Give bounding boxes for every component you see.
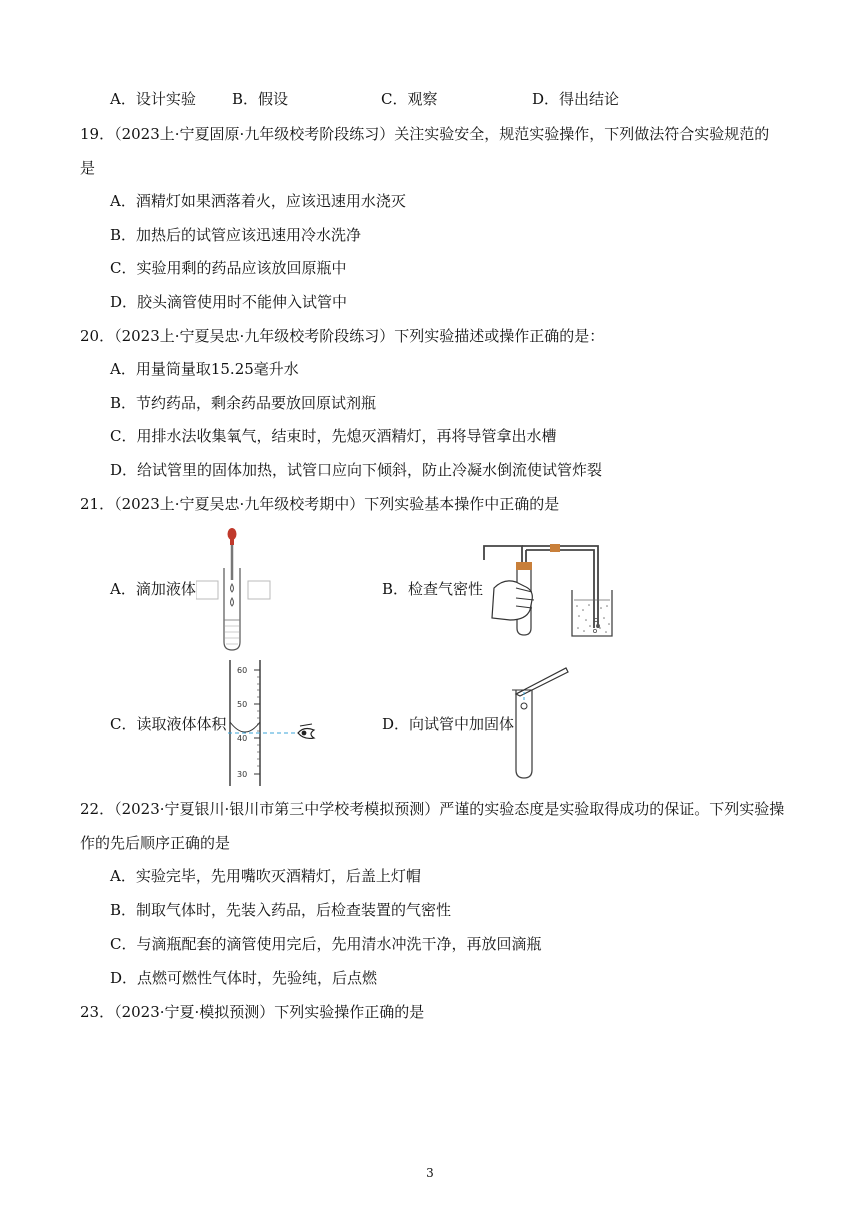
tick-label-50: 50	[237, 700, 248, 709]
q22-option-d: D．点燃可燃性气体时，先验纯，后点燃	[110, 969, 378, 987]
q21-stem: 21．（2023上·宁夏吴忠·九年级校考期中）下列实验基本操作中正确的是	[80, 495, 560, 513]
tick-label-40: 40	[237, 734, 248, 743]
solid-adding-figure	[510, 664, 572, 782]
q21-option-c: C．读取液体体积	[110, 715, 227, 733]
tick-label-30: 30	[237, 770, 248, 779]
q19-option-c: C．实验用剩的药品应该放回原瓶中	[110, 259, 347, 277]
q20-option-a: A．用量筒量取15.25毫升水	[110, 360, 299, 378]
q19-option-d: D．胶头滴管使用时不能伸入试管中	[110, 293, 348, 311]
airtightness-figure	[480, 540, 615, 640]
q21-option-d: D．向试管中加固体	[382, 715, 515, 733]
q23-stem: 23．（2023·宁夏·模拟预测）下列实验操作正确的是	[80, 1003, 425, 1021]
q21-option-a: A．滴加液体	[110, 580, 196, 598]
q22-option-a: A．实验完毕，先用嘴吹灭酒精灯，后盖上灯帽	[110, 867, 421, 885]
q22-stem-line2: 作的先后顺序正确的是	[80, 834, 231, 852]
q18-option-c: C．观察	[381, 90, 438, 108]
q20-option-b: B．节约药品，剩余药品要放回原试剂瓶	[110, 394, 377, 412]
q18-option-a: A．设计实验	[110, 90, 196, 108]
q19-stem-line2: 是	[80, 159, 96, 177]
q19-option-b: B．加热后的试管应该迅速用冷水洗净	[110, 226, 362, 244]
dropper-figure	[196, 524, 272, 652]
q18-option-d: D．得出结论	[532, 90, 620, 108]
q22-stem-line1: 22．（2023·宁夏银川·银川市第三中学校考模拟预测）严谨的实验态度是实验取得成功的保证。下列实验操	[80, 800, 785, 818]
q20-stem: 20．（2023上·宁夏吴忠·九年级校考阶段练习）下列实验描述或操作正确的是：	[80, 327, 605, 345]
page-number: 3	[426, 1166, 434, 1180]
q20-option-c: C．用排水法收集氧气，结束时，先熄灭酒精灯，再将导管拿出水槽	[110, 427, 557, 445]
tick-label-60: 60	[237, 666, 248, 675]
q18-option-b: B．假设	[232, 90, 289, 108]
q19-stem-line1: 19．（2023上·宁夏固原·九年级校考阶段练习）关注实验安全，规范实验操作，下列做法符合实验规范的	[80, 125, 770, 143]
q22-option-b: B．制取气体时，先装入药品，后检查装置的气密性	[110, 901, 452, 919]
q20-option-d: D．给试管里的固体加热，试管口应向下倾斜，防止冷凝水倒流使试管炸裂	[110, 461, 603, 479]
cylinder-reading-figure	[224, 660, 334, 786]
q21-option-b: B．检查气密性	[382, 580, 484, 598]
q19-option-a: A．酒精灯如果洒落着火，应该迅速用水浇灭	[110, 192, 406, 210]
q22-option-c: C．与滴瓶配套的滴管使用完后，先用清水冲洗干净，再放回滴瓶	[110, 935, 542, 953]
